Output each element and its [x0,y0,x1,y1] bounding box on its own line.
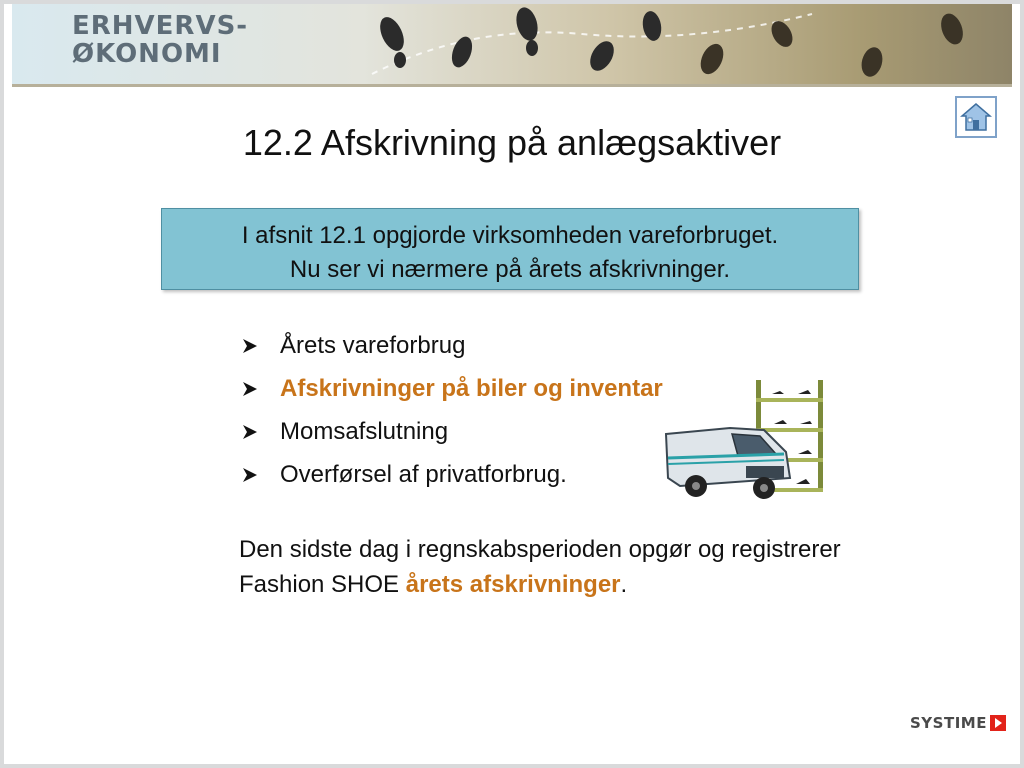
course-logo [72,12,248,68]
logo-line-1: ERHVERVS- [72,11,249,41]
logo-line-2: ØKONOMI [72,39,222,69]
publisher-arrow-icon [990,715,1006,731]
arrow-bullet-icon [242,381,258,397]
info-box-line-2: Nu ser vi nærmere på årets afskrivninger. [289,256,731,283]
bullet-text: Overførsel af privatforbrug. [280,461,567,488]
bullet-item [242,412,663,455]
arrow-bullet-icon [242,424,258,440]
van-and-shelf-illustration [660,374,840,514]
bullet-text: Momsafslutning [280,418,449,445]
paragraph-highlight: årets afskrivninger [405,571,621,598]
bullet-item [242,455,663,498]
arrow-bullet-icon [242,338,258,354]
bullet-list [242,326,663,498]
publisher-name: SYSTIME [910,714,987,732]
body-paragraph [239,532,879,602]
paragraph-end: . [620,571,628,598]
page-title: 12.2 Afskrivning på anlægsaktiver [242,122,782,163]
header-banner [12,4,1012,87]
info-box-line-1: I afsnit 12.1 opgjorde virksomheden vareforbruget. [241,222,779,249]
bullet-item [242,326,663,369]
info-box [161,208,859,290]
footprints-photo [352,4,1012,84]
slide [4,4,1020,764]
bullet-text: Afskrivninger på biler og inventar [280,375,663,402]
bullet-text: Årets vareforbrug [280,332,466,359]
paragraph-text: Den sidste dag i regnskabsperioden opgør og registrerer Fashion SHOE [239,536,841,598]
bullet-item-highlighted [242,369,663,412]
arrow-bullet-icon [242,467,258,483]
delivery-van-icon [666,428,790,499]
publisher-logo [910,714,1006,732]
